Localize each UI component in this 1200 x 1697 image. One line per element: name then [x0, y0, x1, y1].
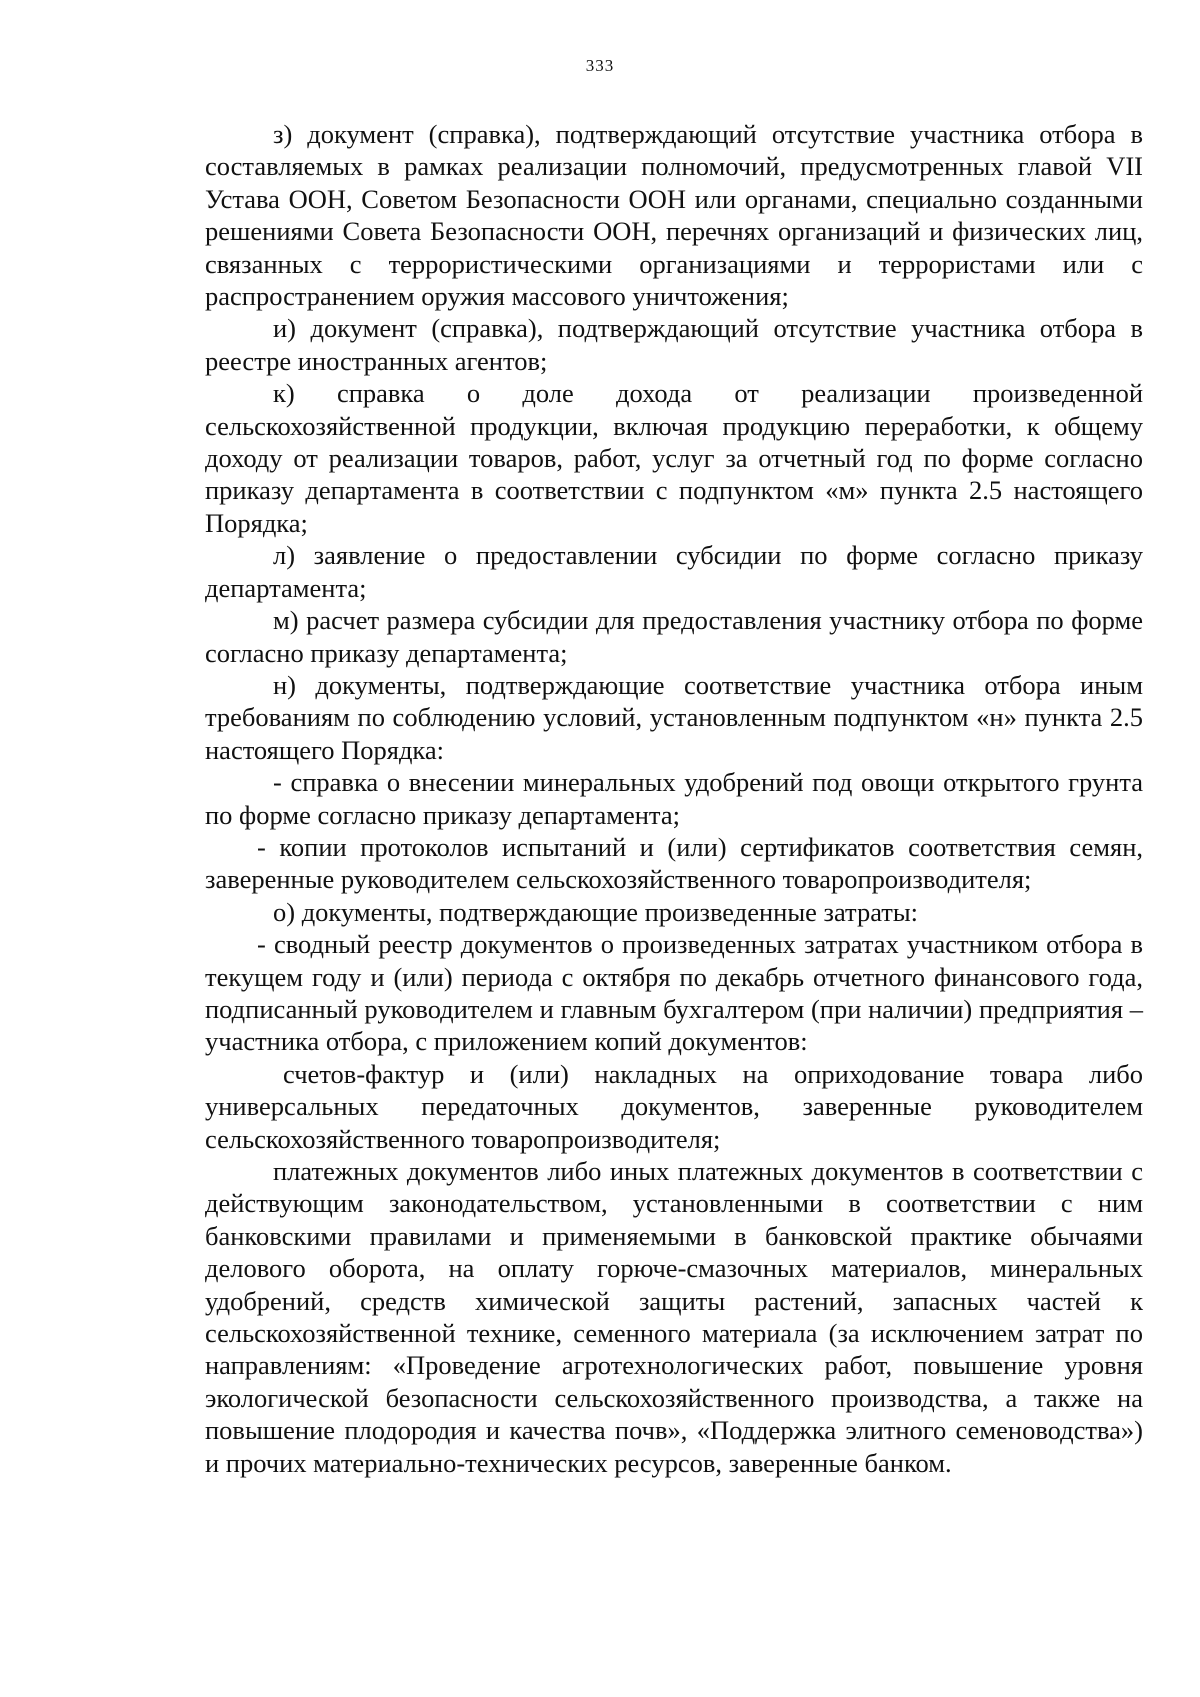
document-body: [205, 118, 1143, 1479]
paragraph-n: н) документы, подтверждающие соответствие участника отбора иным требованиям по соблюдению условий, установленным подпунктом «н» пункта 2.5 настоящего Порядка:: [205, 669, 1143, 765]
paragraph-i: и) документ (справка), подтверждающий отсутствие участника отбора в реестре иностранных агентов;: [205, 313, 1143, 376]
subitem-payment-documents: платежных документов либо иных платежных документов в соответствии с действующим законодательством, установленными в соответствии с ним банковскими правилами и применяемыми в банковской практике обычаями делового оборота, на оплату горюче-смазочных материалов, минеральных удобрений, средств химической защиты растений, запасных частей к сельскохозяйственной технике, семенного материала (за исключением затрат по направлениям: «Проведение агротехнологических работ, повышение уровня экологической безопасности сельскохозяйственного производства, а также на повышение плодородия и качества почв», «Поддержка элитного семеноводства») и прочих материально-технических ресурсов, заверенные банком.: [205, 1156, 1143, 1478]
bullet-seed-certificates: - копии протоколов испытаний и (или) сертификатов соответствия семян, заверенные руководителем сельскохозяйственного товаропроизводителя;: [205, 831, 1143, 895]
paragraph-l: л) заявление о предоставлении субсидии по форме согласно приказу департамента;: [205, 540, 1143, 603]
bullet-summary-register: - сводный реестр документов о произведенных затратах участником отбора в текущем году и (или) периода с октября по декабрь отчетного финансового года, подписанный руководителем и главным бухгалтером (при наличии) предприятия – участника отбора, с приложением копий документов:: [205, 929, 1143, 1057]
bullet-mineral-fertilizers: - справка о внесении минеральных удобрений под овощи открытого грунта по форме согласно приказу департамента;: [205, 767, 1143, 830]
paragraph-m: м) расчет размера субсидии для предоставления участнику отбора по форме согласно приказу департамента;: [205, 605, 1143, 668]
paragraph-o: о) документы, подтверждающие произведенные затраты:: [273, 896, 919, 927]
subitem-invoices: счетов-фактур и (или) накладных на оприходование товара либо универсальных передаточных документов, заверенные руководителем сельскохозяйственного товаропроизводителя;: [205, 1058, 1143, 1154]
paragraph-z: з) документ (справка), подтверждающий отсутствие участника отбора в составляемых в рамках реализации полномочий, предусмотренных главой VII Устава ООН, Советом Безопасности ООН или органами, специально созданными решениями Совета Безопасности ООН, перечнях организаций и физических лиц, связанных с террористическими организациями и террористами или с распространением оружия массового уничтожения;: [205, 119, 1143, 312]
page-number: 333: [585, 56, 615, 75]
paragraph-k: к) справка о доле дохода от реализации произведенной сельскохозяйственной продукции, включая продукцию переработки, к общему доходу от реализации товаров, работ, услуг за отчетный год по форме согласно приказу департамента в соответствии с подпунктом «м» пункта 2.5 настоящего Порядка;: [205, 378, 1143, 538]
